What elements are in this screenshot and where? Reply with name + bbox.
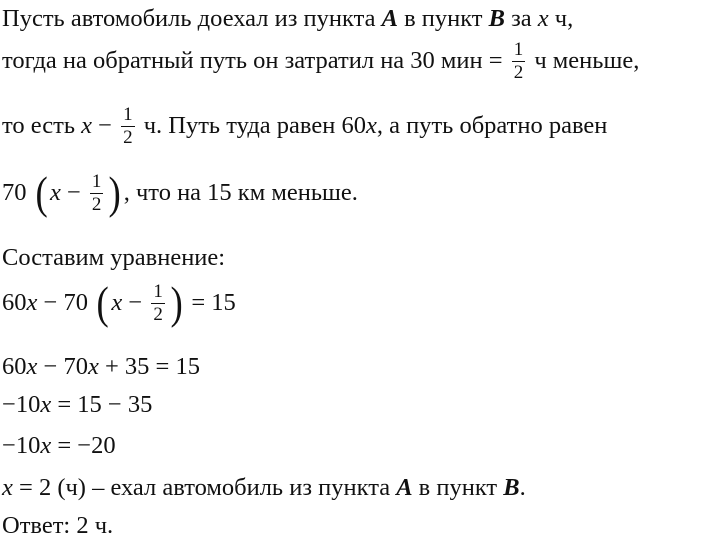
point-a-symbol: A bbox=[396, 474, 413, 501]
text-segment: ч меньше, bbox=[528, 47, 640, 75]
text-line-1 bbox=[2, 7, 573, 32]
fraction-one-half bbox=[121, 105, 135, 148]
point-a-symbol: A bbox=[381, 5, 398, 32]
text-segment: то есть bbox=[2, 112, 82, 140]
right-parenthesis: ) bbox=[108, 167, 122, 218]
fraction-one-half bbox=[90, 172, 104, 215]
left-parenthesis: ( bbox=[35, 167, 48, 218]
text-line-4 bbox=[2, 167, 358, 218]
text-segment: , а путь обратно равен bbox=[376, 112, 608, 140]
text-segment: − 70 bbox=[37, 288, 95, 316]
text-segment: + 35 = 15 bbox=[98, 353, 200, 380]
fraction-denominator: 2 bbox=[123, 126, 133, 148]
text-segment: −10 bbox=[2, 391, 41, 418]
text-segment: в пункт bbox=[397, 5, 489, 32]
point-b-symbol: B bbox=[503, 474, 520, 501]
text-line-3 bbox=[2, 105, 607, 148]
text-segment: = 2 (ч) – ехал автомобиль из пункта bbox=[12, 474, 397, 501]
variable-x: x bbox=[40, 432, 52, 459]
variable-x: x bbox=[2, 474, 13, 501]
fraction-numerator: 1 bbox=[91, 170, 102, 192]
fraction-denominator: 2 bbox=[153, 303, 163, 325]
answer-text: Ответ: 2 ч. bbox=[2, 512, 114, 539]
variable-x: x bbox=[537, 5, 549, 32]
text-segment: = −20 bbox=[51, 432, 116, 459]
right-parenthesis: ) bbox=[170, 277, 183, 328]
text-segment: ч, bbox=[548, 5, 574, 32]
text-segment: 60 bbox=[2, 353, 27, 380]
text-segment: − 70 bbox=[37, 353, 88, 380]
text-segment: −10 bbox=[2, 432, 41, 459]
minus-sign: − bbox=[122, 288, 149, 316]
equation-line-1 bbox=[2, 277, 236, 328]
equation-line-2 bbox=[2, 355, 200, 380]
fraction-one-half bbox=[151, 282, 165, 325]
text-segment: 60 bbox=[2, 288, 27, 316]
answer-line bbox=[2, 514, 113, 539]
text-line-2 bbox=[2, 40, 639, 83]
fraction-denominator: 2 bbox=[513, 61, 524, 83]
point-b-symbol: B bbox=[488, 5, 505, 32]
text-segment: ч. Путь туда равен 60 bbox=[137, 112, 366, 140]
fraction-numerator: 1 bbox=[513, 39, 524, 60]
text-segment: тогда на обратный путь он затратил на 30 мин = bbox=[2, 47, 509, 75]
variable-x: x bbox=[81, 112, 92, 140]
variable-x: x bbox=[26, 353, 38, 380]
text-line-5 bbox=[2, 246, 225, 271]
variable-x: x bbox=[87, 353, 99, 380]
text-segment: Пусть автомобиль доехал из пункта bbox=[2, 5, 382, 32]
fraction-numerator: 1 bbox=[153, 280, 163, 302]
solution-line bbox=[2, 476, 526, 501]
text-segment: Составим уравнение: bbox=[2, 244, 226, 271]
variable-x: x bbox=[40, 391, 52, 418]
text-segment: за bbox=[504, 5, 538, 32]
variable-x: x bbox=[365, 112, 377, 140]
text-segment: , что на 15 км меньше. bbox=[123, 178, 358, 206]
equation-line-3 bbox=[2, 393, 152, 418]
fraction-numerator: 1 bbox=[123, 104, 133, 125]
variable-x: x bbox=[49, 178, 61, 206]
equation-line-4 bbox=[2, 434, 116, 459]
text-segment: . bbox=[519, 474, 526, 501]
minus-sign: − bbox=[60, 178, 87, 206]
fraction-one-half bbox=[512, 40, 526, 83]
minus-sign: − bbox=[92, 112, 119, 140]
left-parenthesis: ( bbox=[96, 277, 109, 328]
variable-x: x bbox=[111, 288, 123, 316]
text-segment: = 15 bbox=[185, 288, 236, 316]
text-segment: 70 bbox=[2, 178, 33, 206]
fraction-denominator: 2 bbox=[91, 193, 102, 215]
text-segment: = 15 − 35 bbox=[51, 391, 153, 418]
text-segment: в пункт bbox=[412, 474, 504, 501]
variable-x: x bbox=[26, 288, 38, 316]
